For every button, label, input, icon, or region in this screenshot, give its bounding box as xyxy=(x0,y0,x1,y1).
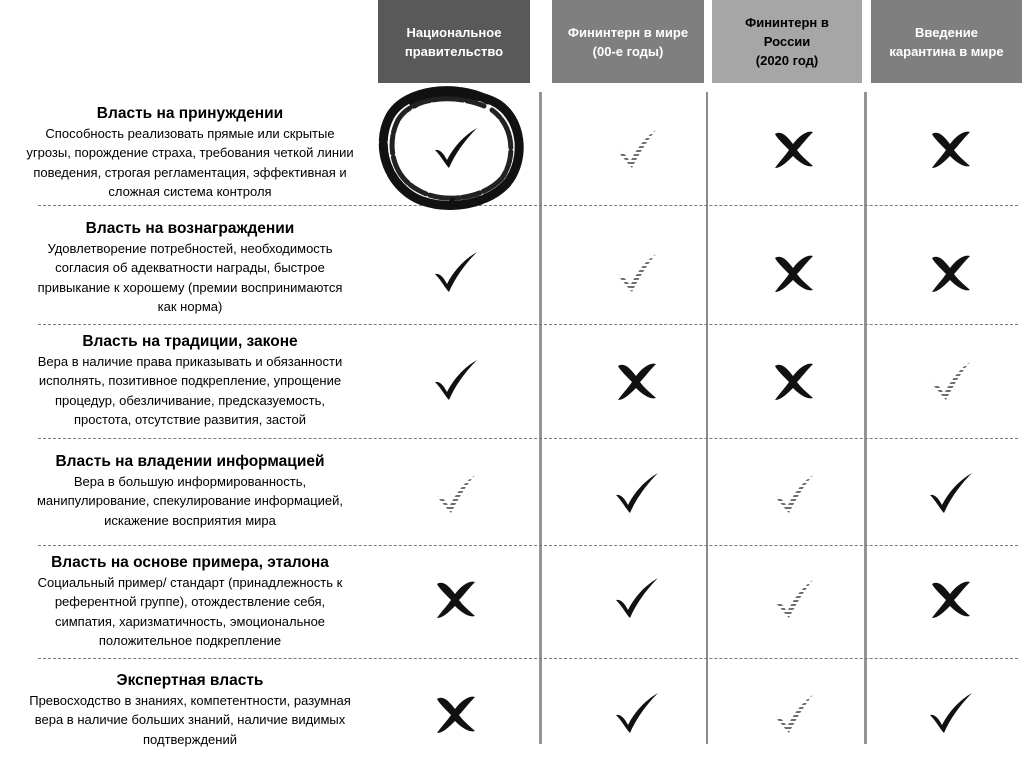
check-icon xyxy=(924,467,976,519)
row-expert xyxy=(10,671,370,749)
row-title: Власть на основе примера, эталона xyxy=(51,554,329,571)
row-description: Социальный пример/ стандарт (принадлежность к референтной группе), отождествление себя, симпатия, харизматичность, эмоциональное положительное подкрепление xyxy=(37,575,343,649)
row-title: Экспертная власть xyxy=(116,672,264,689)
partial-check-icon xyxy=(767,687,819,739)
row-description: Удовлетворение потребностей, необходимость согласия об адекватности награды, быстрое привыкание к хорошему (премии воспринимаются как норма) xyxy=(37,241,343,315)
column-header-label: Фининтерн в России (2020 год) xyxy=(745,15,829,68)
row-tradition-law xyxy=(10,332,370,430)
cross-icon xyxy=(610,354,662,406)
row-title: Власть на принуждении xyxy=(96,105,284,122)
row-description: Вера в большую информированность, манипулирование, спекулирование информацией, искажение восприятия мира xyxy=(36,474,344,528)
check-icon xyxy=(429,246,481,298)
column-divider xyxy=(864,92,867,744)
row-separator xyxy=(38,324,1018,325)
row-reward xyxy=(10,219,370,317)
check-icon xyxy=(429,122,481,174)
row-title: Власть на владении информацией xyxy=(55,453,325,470)
column-header-national-government xyxy=(378,0,530,83)
cross-icon xyxy=(924,572,976,624)
partial-check-icon xyxy=(610,122,662,174)
column-header-fininter-russia xyxy=(712,0,862,83)
row-description: Превосходство в знаниях, компетентности, разумная вера в наличие больших знаний, наличие видимых подтверждений xyxy=(29,693,351,747)
column-header-label: Национальное правительство xyxy=(404,24,504,59)
column-divider xyxy=(706,92,708,744)
row-separator xyxy=(38,658,1018,659)
row-separator xyxy=(38,205,1018,206)
column-divider xyxy=(539,92,542,744)
row-description: Способность реализовать прямые или скрытые угрозы, порождение страха, требования четкой линии поведения, строгая регламентация, эффективная и сложная система контроля xyxy=(26,126,354,200)
column-header-fininter-world xyxy=(552,0,704,83)
row-title: Власть на традиции, законе xyxy=(82,333,298,350)
row-separator xyxy=(38,438,1018,439)
row-coercion xyxy=(10,104,370,202)
cross-icon xyxy=(767,246,819,298)
row-description: Вера в наличие права приказывать и обязанности исполнять, позитивное подкрепление, упрощение процедур, обезличивание, предсказуемость, простота, отсутствие развития, застой xyxy=(37,354,343,428)
partial-check-icon xyxy=(610,246,662,298)
partial-check-icon xyxy=(767,467,819,519)
row-example xyxy=(10,553,370,651)
row-title: Власть на вознаграждении xyxy=(85,220,295,237)
cross-icon xyxy=(924,246,976,298)
column-header-quarantine xyxy=(871,0,1022,83)
cross-icon xyxy=(767,122,819,174)
cross-icon xyxy=(429,687,481,739)
check-icon xyxy=(924,687,976,739)
partial-check-icon xyxy=(767,572,819,624)
cross-icon xyxy=(924,122,976,174)
check-icon xyxy=(610,687,662,739)
check-icon xyxy=(610,572,662,624)
partial-check-icon xyxy=(924,354,976,406)
row-separator xyxy=(38,545,1018,546)
cross-icon xyxy=(767,354,819,406)
column-header-label: Фининтерн в мире (00-е годы) xyxy=(567,24,689,59)
column-header-label: Введение карантина в мире xyxy=(889,24,1004,59)
row-information xyxy=(10,452,370,530)
partial-check-icon xyxy=(429,467,481,519)
check-icon xyxy=(610,467,662,519)
check-icon xyxy=(429,354,481,406)
cross-icon xyxy=(429,572,481,624)
